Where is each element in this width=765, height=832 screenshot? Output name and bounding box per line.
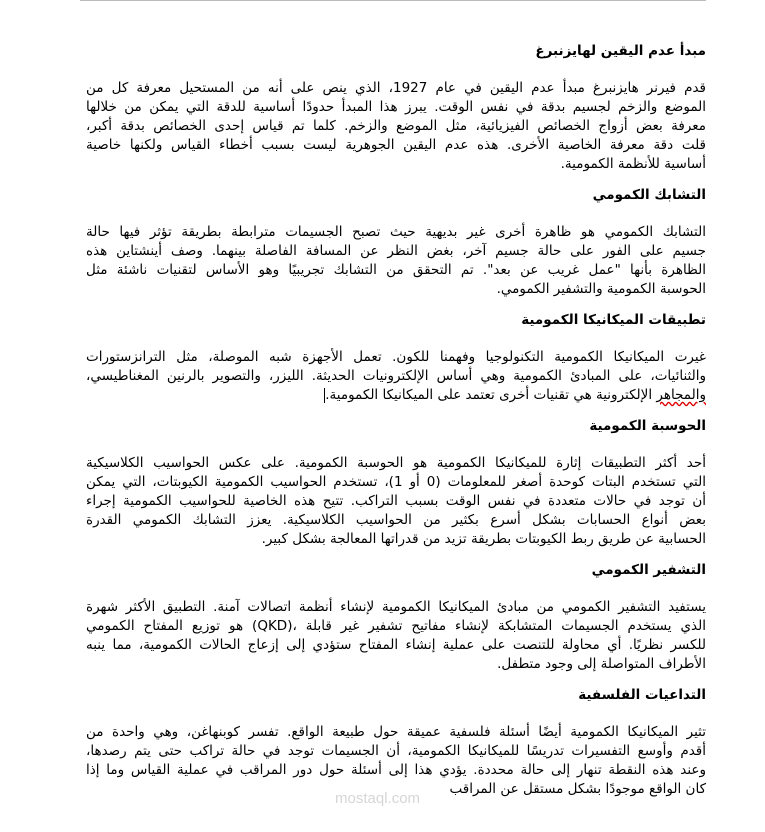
paragraph-line: يستفيد التشفير الكمومي من مبادئ الميكانيكا الكمومية لإنشاء أنظمة اتصالات آمنة. التطبيق الأكثر شهرة (86, 599, 706, 615)
paragraph-line: بعض أنواع الحسابات بشكل أسرع بكثير من الحواسيب الكلاسيكية. يعزز التشابك الكمومي القدرة (86, 512, 706, 528)
section-heading: التشفير الكمومي (591, 562, 706, 578)
paragraph-line: أحد أكثر التطبيقات إثارة للميكانيكا الكمومية هو الحوسبة الكمومية. على عكس الحواسيب الكلاسيكية (86, 455, 706, 471)
paragraph-line: تثير الميكانيكا الكمومية أيضًا أسئلة فلسفية عميقة حول طبيعة الواقع. تفسر كوبنهاغن، وهي واحدة من (86, 724, 706, 740)
paragraph-line: للكسر نظريًا. أي محاولة للتنصت على عملية إنشاء المفتاح ستؤدي إلى إزعاج الحالات الكمومية، مما ينبه (86, 637, 706, 653)
section-paragraph[interactable] (86, 79, 706, 174)
section-heading: التداعيات الفلسفية (578, 687, 706, 703)
section-heading: تطبيقات الميكانيكا الكمومية (521, 312, 706, 328)
section-paragraph[interactable] (86, 223, 706, 299)
paragraph-line: التي تستخدم البتات كوحدة أصغر للمعلومات (0 أو 1)، تستخدم الحواسيب الكمومية الكيوبتات، التي يمكن (86, 474, 706, 490)
paragraph-line: الموضع والزخم لجسيم بدقة في نفس الوقت. يبرز هذا المبدأ حدودًا أساسية للدقة التي يمكن من خلالها (86, 99, 706, 115)
paragraph-line: والثنائيات، على المبادئ الكمومية وهي أساس الإلكترونيات الحديثة. الليزر، والتصوير بالرنين المغناطيسي، (86, 368, 706, 384)
paragraph-line: أن توجد في حالات متعددة في نفس الوقت بسبب التراكب. تتيح هذه الخاصية للحواسيب الكمومية إجراء (86, 493, 706, 509)
section-heading: الحوسبة الكمومية (589, 418, 706, 434)
section-heading: التشابك الكمومي (592, 187, 706, 203)
paragraph-line: وعند هذه النقطة تنهار إلى حالة محددة. يؤدي هذا إلى أسئلة حول دور المراقب في عملية القياس وما إذا (86, 762, 706, 778)
paragraph-line: الذي يستخدم الجسيمات المتشابكة لإنشاء مفاتيح تشفير غير قابلة ،(QKD) هو توزيع المفتاح الكمومي (86, 618, 707, 634)
paragraph-line: أساسية للأنظمة الكمومية. (560, 156, 706, 172)
section-paragraph[interactable] (86, 348, 706, 405)
line-text: الإلكترونية هي تقنيات أخرى تعتمد على الميكانيكا الكمومية. (325, 387, 657, 403)
paragraph-line: معرفة بعض أزواج الخصائص الفيزيائية، مثل الموضع والزخم. كلما تم قياس إحدى الخصائص بدقة أكبر، (86, 118, 706, 134)
section-paragraph[interactable] (86, 723, 706, 799)
paragraph-line: غيرت الميكانيكا الكمومية التكنولوجيا وفهمنا للكون. تعمل الأجهزة شبه الموصلة، مثل الترانزستورات (86, 349, 706, 365)
paragraph-line: الأطراف المتواصلة إلى وجود متطفل. (497, 656, 706, 672)
watermark: mostaql.com (335, 790, 421, 807)
paragraph-line: الحوسبة الكمومية والتشفير الكمومي. (496, 281, 706, 297)
section-paragraph[interactable] (86, 598, 706, 674)
paragraph-line: التشابك الكمومي هو ظاهرة أخرى غير بديهية حيث تصبح الجسيمات مترابطة بطريقة تؤثر فيها حالة (86, 224, 706, 240)
paragraph-line: أقدم وأوسع التفسيرات تدريسًا للميكانيكا الكمومية، أن الجسيمات توجد في حالة تراكب حتى يتم رصدها، (86, 743, 706, 759)
paragraph-line: الظاهرة بأنها "عمل غريب عن بعد". تم التحقق من التشابك تجريبيًا وهو الأساس لتقنيات ناشئة مثل (86, 262, 706, 278)
paragraph-line: قدم فيرنر هايزنبرغ مبدأ عدم اليقين في عام 1927، الذي ينص على أنه من المستحيل معرفة كل من (86, 80, 706, 96)
paragraph-line: كان الواقع موجودًا بشكل مستقل عن المراقب (449, 781, 706, 797)
document-page[interactable] (86, 40, 706, 809)
section-heading: مبدأ عدم اليقين لهايزنبرغ (535, 43, 706, 59)
misspelled-word[interactable]: والمجاهر (656, 387, 706, 403)
paragraph-line: الحسابية عن طريق ربط الكيوبتات بطريقة تزيد من قدراتها المعالجة بشكل كبير. (261, 531, 706, 547)
section-paragraph[interactable] (86, 454, 706, 549)
page-top-edge (80, 0, 706, 1)
paragraph-line: جسيم على الفور على حالة جسيم آخر، بغض النظر عن المسافة الفاصلة بينهما. وصف أينشتاين هذه (86, 243, 706, 259)
paragraph-line: قلت دقة معرفة الخاصية الأخرى. هذه عدم اليقين الجوهرية ليست بسبب أخطاء القياس ولكنها خاصية (86, 137, 706, 153)
paragraph-line (86, 386, 706, 405)
